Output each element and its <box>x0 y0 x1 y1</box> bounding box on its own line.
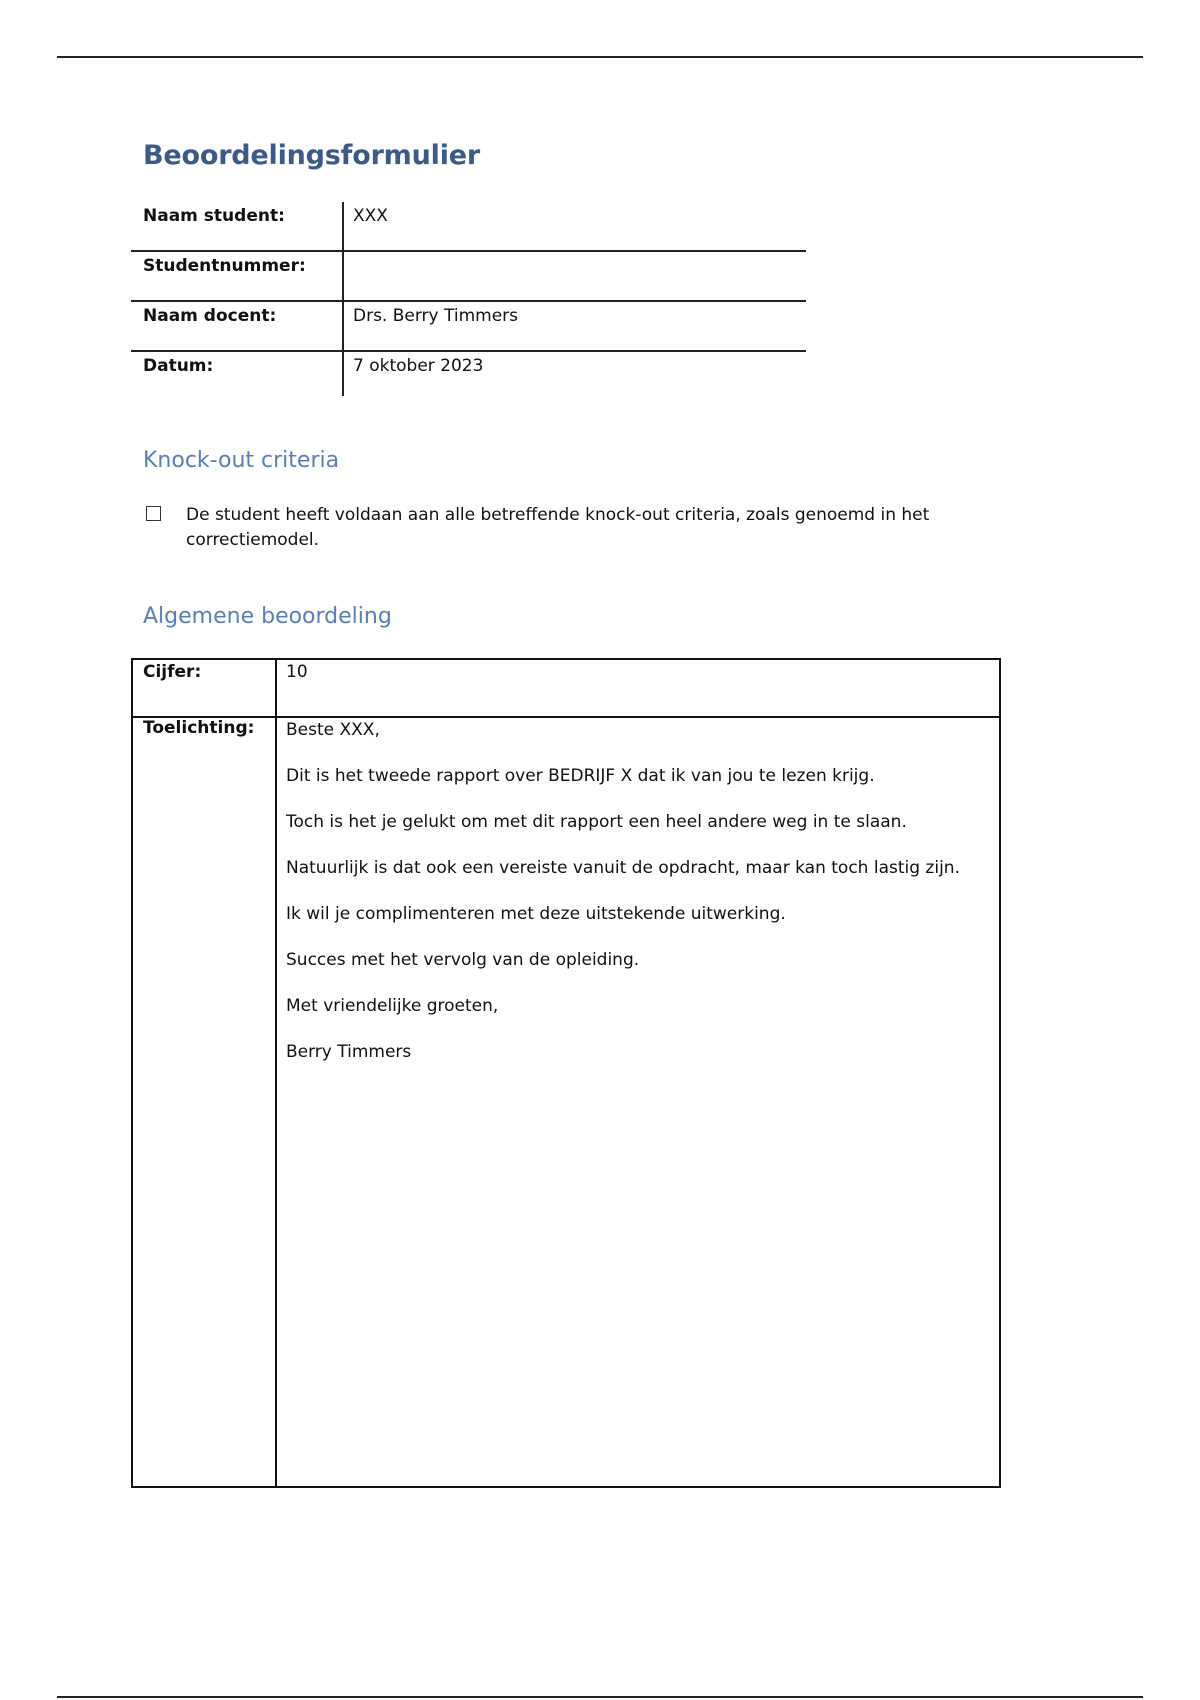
general-assessment-heading: Algemene beoordeling <box>143 604 392 629</box>
header-rule <box>57 56 1143 58</box>
footer-rule <box>57 1696 1143 1698</box>
grade-table <box>131 658 1001 1488</box>
comment-paragraph: Natuurlijk is dat ook een vereiste vanuit de opdracht, maar kan toch lastig zijn. <box>286 858 960 878</box>
comment-paragraph: Toch is het je gelukt om met dit rapport een heel andere weg in te slaan. <box>286 812 907 832</box>
grade-table-divider-vertical <box>275 660 277 1486</box>
comment-paragraph: Succes met het vervolg van de opleiding. <box>286 950 640 970</box>
explanation-text <box>286 718 986 1086</box>
knockout-heading: Knock-out criteria <box>143 448 340 473</box>
info-row-student-number <box>131 252 806 302</box>
info-row-teacher <box>131 302 806 352</box>
student-info-table <box>131 202 806 399</box>
explanation-label: Toelichting: <box>143 718 255 738</box>
info-value: Drs. Berry Timmers <box>353 306 519 326</box>
info-label: Datum: <box>143 356 214 376</box>
info-row-student-name <box>131 202 806 252</box>
info-value: 7 oktober 2023 <box>353 356 484 376</box>
info-label: Naam docent: <box>143 306 277 326</box>
info-value: XXX <box>353 206 388 226</box>
comment-paragraph: Berry Timmers <box>286 1042 412 1062</box>
grade-label: Cijfer: <box>143 662 202 682</box>
document-title: Beoordelingsformulier <box>143 140 480 171</box>
grade-value: 10 <box>286 662 308 682</box>
knockout-checkbox[interactable] <box>146 506 161 521</box>
info-label: Studentnummer: <box>143 256 306 276</box>
comment-paragraph: Ik wil je complimenteren met deze uitstekende uitwerking. <box>286 904 786 924</box>
comment-paragraph: Dit is het tweede rapport over BEDRIJF X dat ik van jou te lezen krijg. <box>286 766 875 786</box>
comment-paragraph: Met vriendelijke groeten, <box>286 996 499 1016</box>
knockout-checkbox-label: De student heeft voldaan aan alle betreffende knock-out criteria, zoals genoemd in het correctiemodel. <box>186 505 930 550</box>
info-row-date <box>131 352 806 399</box>
info-label: Naam student: <box>143 206 285 226</box>
comment-paragraph: Beste XXX, <box>286 720 380 740</box>
